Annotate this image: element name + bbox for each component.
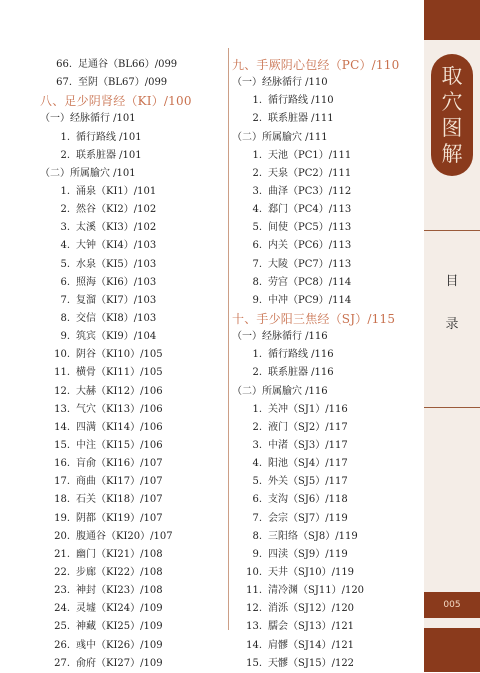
toc-entry-number: 13. (54, 403, 70, 415)
toc-entry[interactable] (40, 56, 230, 74)
toc-entry-text: 照海（KI6）/103 (76, 276, 157, 288)
toc-entry-number: 5. (252, 222, 262, 234)
toc-entry[interactable] (232, 92, 422, 110)
toc-entry-text: 筑宾（KI9）/104 (76, 331, 157, 343)
toc-entry[interactable] (40, 600, 230, 618)
toc-entry-text: 大钟（KI4）/103 (76, 240, 157, 252)
toc-entry[interactable] (40, 292, 230, 310)
toc-entry-number: 8. (60, 312, 70, 324)
toc-entry[interactable] (232, 219, 422, 237)
toc-entry-text: 太溪（KI3）/102 (76, 222, 157, 234)
toc-entry-text: 中注（KI15）/106 (76, 439, 163, 451)
toc-entry-text: 交信（KI8）/103 (76, 312, 157, 324)
toc-entry-text: 联系脏器 /111 (268, 113, 334, 125)
toc-entry-text: 曲泽（PC3）/112 (268, 185, 352, 197)
toc-chapter-heading[interactable] (40, 92, 230, 110)
toc-entry[interactable] (232, 183, 422, 201)
toc-entry-text: 灵墟（KI24）/109 (76, 603, 163, 615)
toc-entry-text: 商曲（KI17）/107 (76, 476, 163, 488)
toc-entry-number: 14. (54, 421, 70, 433)
toc-entry-text: 循行路线 /101 (76, 131, 142, 143)
toc-entry[interactable] (40, 455, 230, 473)
toc-entry[interactable] (40, 491, 230, 509)
toc-entry-number: 26. (54, 639, 70, 651)
toc-entry[interactable] (232, 637, 422, 655)
sidebar-top-band (424, 0, 480, 40)
toc-entry-number: 4. (60, 240, 70, 252)
toc-entry-text: 俞府（KI27）/109 (76, 657, 163, 669)
toc-entry[interactable] (232, 528, 422, 546)
toc-entry-text: 腹通谷（KI20）/107 (76, 530, 173, 542)
toc-entry-number: 1. (252, 95, 262, 107)
toc-left-column (40, 56, 230, 673)
toc-entry-number: 1. (252, 149, 262, 161)
toc-entry-number: 12. (54, 385, 70, 397)
toc-entry-text: 郄门（PC4）/113 (268, 204, 352, 216)
toc-entry[interactable] (232, 618, 422, 636)
column-divider (228, 48, 229, 630)
toc-entry-number: 11. (246, 585, 262, 597)
toc-entry-text: （一）经脉循行 /110 (232, 77, 328, 89)
toc-entry-text: 劳宫（PC8）/114 (268, 276, 352, 288)
toc-entry[interactable] (40, 419, 230, 437)
toc-entry[interactable] (40, 364, 230, 382)
toc-entry-text: 四满（KI14）/106 (76, 421, 163, 433)
toc-entry[interactable] (232, 546, 422, 564)
toc-entry-number: 66. (56, 59, 72, 70)
toc-entry-number: 6. (60, 276, 70, 288)
toc-entry-number: 1. (60, 131, 70, 143)
toc-entry-text: 神封（KI23）/108 (76, 585, 163, 597)
toc-entry-number: 2. (252, 367, 262, 379)
toc-entry-text: 循行路线 /110 (268, 95, 334, 107)
page-number: 005 (424, 592, 480, 618)
toc-entry-number: 15. (246, 657, 262, 669)
toc-entry[interactable] (40, 637, 230, 655)
toc-entry[interactable] (40, 618, 230, 636)
toc-entry-text: 联系脏器 /116 (268, 367, 334, 379)
toc-entry-number: 1. (252, 403, 262, 415)
toc-entry-number: 1. (60, 185, 70, 197)
toc-entry-text: 然谷（KI2）/102 (76, 204, 157, 216)
toc-entry-number: 16. (54, 458, 70, 470)
toc-entry-text: 阴谷（KI10）/105 (76, 349, 163, 361)
toc-entry-text: 至阴（BL67）/099 (78, 77, 168, 89)
toc-entry[interactable] (40, 237, 230, 255)
toc-entry-text: 会宗（SJ7）/119 (268, 512, 348, 524)
toc-entry[interactable] (40, 310, 230, 328)
toc-entry[interactable] (232, 455, 422, 473)
toc-entry[interactable] (232, 292, 422, 310)
toc-subsection[interactable] (232, 328, 422, 346)
toc-entry-number: 8. (252, 530, 262, 542)
toc-entry-number: 67. (56, 77, 72, 89)
toc-entry-text: （一）经脉循行 /116 (232, 331, 328, 343)
toc-entry[interactable] (232, 110, 422, 128)
toc-entry[interactable] (40, 582, 230, 600)
toc-entry-text: 液门（SJ2）/117 (268, 421, 348, 433)
toc-entry-text: 联系脏器 /101 (76, 149, 142, 161)
toc-entry[interactable] (40, 528, 230, 546)
toc-entry-text: 九、手厥阴心包经（PC）/110 (232, 58, 400, 72)
toc-entry-text: 石关（KI18）/107 (76, 494, 163, 506)
book-title-char: 取 (441, 64, 463, 88)
toc-entry-text: 关冲（SJ1）/116 (268, 403, 348, 415)
toc-entry-text: （一）经脉循行 /101 (40, 113, 136, 125)
toc-entry[interactable] (40, 274, 230, 292)
toc-entry[interactable] (40, 655, 230, 673)
book-title-char: 穴 (441, 90, 463, 114)
toc-entry-number: 4. (252, 204, 262, 216)
toc-entry-text: 足通谷（BL66）/099 (78, 59, 178, 70)
toc-entry[interactable] (40, 346, 230, 364)
toc-entry[interactable] (40, 129, 230, 147)
toc-entry-text: 大陵（PC7）/113 (268, 258, 352, 270)
toc-entry-text: 彧中（KI26）/109 (76, 639, 163, 651)
toc-entry-text: 支沟（SJ6）/118 (268, 494, 348, 506)
toc-entry[interactable] (232, 655, 422, 673)
toc-entry-number: 2. (60, 204, 70, 216)
toc-entry-text: 天泉（PC2）/111 (268, 167, 352, 179)
toc-entry-number: 2. (252, 167, 262, 179)
toc-entry-number: 7. (252, 258, 262, 270)
toc-entry[interactable] (232, 564, 422, 582)
toc-entry-number: 3. (252, 439, 262, 451)
toc-entry-text: 幽门（KI21）/108 (76, 548, 163, 560)
sidebar-rule (424, 407, 480, 408)
toc-entry[interactable] (40, 510, 230, 528)
toc-entry-number: 13. (246, 621, 262, 633)
toc-entry-number: 10. (54, 349, 70, 361)
toc-entry-number: 10. (246, 566, 262, 578)
toc-entry-text: 外关（SJ5）/117 (268, 476, 348, 488)
toc-entry-text: 复溜（KI7）/103 (76, 294, 157, 306)
toc-entry[interactable] (40, 256, 230, 274)
toc-entry-text: 气穴（KI13）/106 (76, 403, 163, 415)
toc-entry-text: 八、足少阴肾经（KI）/100 (40, 94, 192, 109)
toc-entry-text: 间使（PC5）/113 (268, 222, 352, 234)
toc-entry[interactable] (40, 401, 230, 419)
toc-entry-number: 1. (252, 349, 262, 361)
toc-entry[interactable] (40, 473, 230, 491)
toc-entry[interactable] (232, 401, 422, 419)
toc-entry-text: 大赫（KI12）/106 (76, 385, 163, 397)
toc-entry[interactable] (40, 147, 230, 165)
toc-entry-number: 4. (252, 458, 262, 470)
toc-entry[interactable] (232, 147, 422, 165)
toc-subsection[interactable] (232, 74, 422, 92)
toc-entry-number: 27. (54, 657, 70, 669)
toc-entry-number: 18. (54, 494, 70, 506)
book-title-badge (431, 54, 473, 176)
toc-entry-text: 四渎（SJ9）/119 (268, 548, 348, 560)
toc-entry[interactable] (40, 74, 230, 92)
toc-entry-number: 21. (54, 548, 70, 560)
section-label-lu: 录 (445, 317, 459, 332)
toc-entry-text: 步廊（KI22）/108 (76, 566, 163, 578)
toc-entry-number: 19. (54, 512, 70, 524)
toc-entry[interactable] (232, 473, 422, 491)
toc-entry[interactable] (232, 364, 422, 382)
toc-entry[interactable] (40, 183, 230, 201)
toc-entry-text: 消泺（SJ12）/120 (268, 603, 355, 615)
toc-entry-number: 9. (60, 331, 70, 343)
toc-entry-text: 阳池（SJ4）/117 (268, 458, 348, 470)
toc-entry-text: 循行路线 /116 (268, 349, 334, 361)
toc-entry-number: 14. (246, 639, 262, 651)
toc-entry[interactable] (232, 201, 422, 219)
toc-entry-text: 涌泉（KI1）/101 (76, 185, 157, 197)
section-label-mu: 目 (445, 274, 459, 289)
toc-entry-text: 中渚（SJ3）/117 (268, 439, 348, 451)
toc-entry-number: 2. (60, 149, 70, 161)
book-title-char: 解 (441, 142, 463, 166)
toc-entry[interactable] (232, 582, 422, 600)
toc-subsection[interactable] (40, 110, 230, 128)
toc-entry-text: 水泉（KI5）/103 (76, 258, 157, 270)
toc-entry-number: 25. (54, 621, 70, 633)
toc-entry[interactable] (232, 256, 422, 274)
toc-entry-text: 十、手少阳三焦经（SJ）/115 (232, 311, 396, 326)
toc-entry-text: （二）所属腧穴 /101 (40, 167, 136, 179)
toc-entry-number: 6. (252, 240, 262, 252)
toc-entry-number: 3. (60, 222, 70, 234)
toc-entry[interactable] (40, 383, 230, 401)
toc-entry-number: 2. (252, 421, 262, 433)
toc-entry-number: 15. (54, 439, 70, 451)
toc-entry-number: 12. (246, 603, 262, 615)
toc-entry-text: 肓俞（KI16）/107 (76, 458, 163, 470)
toc-entry[interactable] (40, 564, 230, 582)
toc-entry[interactable] (232, 346, 422, 364)
toc-entry-number: 3. (252, 185, 262, 197)
toc-entry-number: 2. (252, 113, 262, 125)
toc-entry[interactable] (232, 237, 422, 255)
toc-entry-text: （二）所属腧穴 /111 (232, 131, 328, 143)
toc-entry-text: 内关（PC6）/113 (268, 240, 352, 252)
toc-entry-number: 7. (60, 294, 70, 306)
toc-entry[interactable] (232, 510, 422, 528)
toc-entry[interactable] (40, 201, 230, 219)
toc-entry-number: 5. (60, 258, 70, 270)
toc-entry-text: 天池（PC1）/111 (268, 149, 352, 161)
toc-entry-text: 肩髎（SJ14）/121 (268, 639, 355, 651)
toc-entry-number: 20. (54, 530, 70, 542)
toc-entry[interactable] (232, 437, 422, 455)
toc-entry-text: 横骨（KI11）/105 (76, 367, 163, 379)
toc-entry[interactable] (232, 274, 422, 292)
toc-entry-text: 神藏（KI25）/109 (76, 621, 163, 633)
sidebar-rule (424, 230, 480, 231)
toc-entry-text: 阴都（KI19）/107 (76, 512, 163, 524)
toc-entry-text: 臑会（SJ13）/121 (268, 621, 355, 633)
toc-entry-number: 9. (252, 548, 262, 560)
toc-chapter-heading[interactable] (232, 56, 422, 74)
toc-entry[interactable] (232, 600, 422, 618)
toc-entry[interactable] (40, 546, 230, 564)
toc-subsection[interactable] (40, 165, 230, 183)
book-sidebar (424, 0, 480, 672)
toc-subsection[interactable] (232, 129, 422, 147)
toc-entry-text: 中冲（PC9）/114 (268, 294, 352, 306)
toc-chapter-heading[interactable] (232, 310, 422, 328)
toc-subsection[interactable] (232, 383, 422, 401)
toc-entry-number: 8. (252, 276, 262, 288)
toc-entry[interactable] (232, 165, 422, 183)
toc-entry-number: 24. (54, 603, 70, 615)
toc-entry-number: 22. (54, 566, 70, 578)
toc-entry-text: 清冷渊（SJ11）/120 (268, 585, 365, 597)
book-title-char: 图 (441, 116, 463, 140)
toc-entry-text: 天井（SJ10）/119 (268, 566, 355, 578)
toc-entry-text: 三阳络（SJ8）/119 (268, 530, 358, 542)
toc-entry-number: 23. (54, 585, 70, 597)
toc-entry-number: 17. (54, 476, 70, 488)
toc-entry[interactable] (40, 328, 230, 346)
sidebar-bottom-band (424, 628, 480, 672)
toc-right-column (232, 56, 422, 673)
toc-entry-number: 7. (252, 512, 262, 524)
toc-entry-number: 9. (252, 294, 262, 306)
toc-entry-number: 6. (252, 494, 262, 506)
toc-entry-text: 天髎（SJ15）/122 (268, 657, 355, 669)
toc-entry[interactable] (232, 491, 422, 509)
toc-entry[interactable] (232, 419, 422, 437)
toc-entry[interactable] (40, 219, 230, 237)
toc-entry[interactable] (40, 437, 230, 455)
toc-entry-number: 11. (54, 367, 70, 379)
toc-entry-number: 5. (252, 476, 262, 488)
toc-entry-text: （二）所属腧穴 /116 (232, 385, 328, 397)
